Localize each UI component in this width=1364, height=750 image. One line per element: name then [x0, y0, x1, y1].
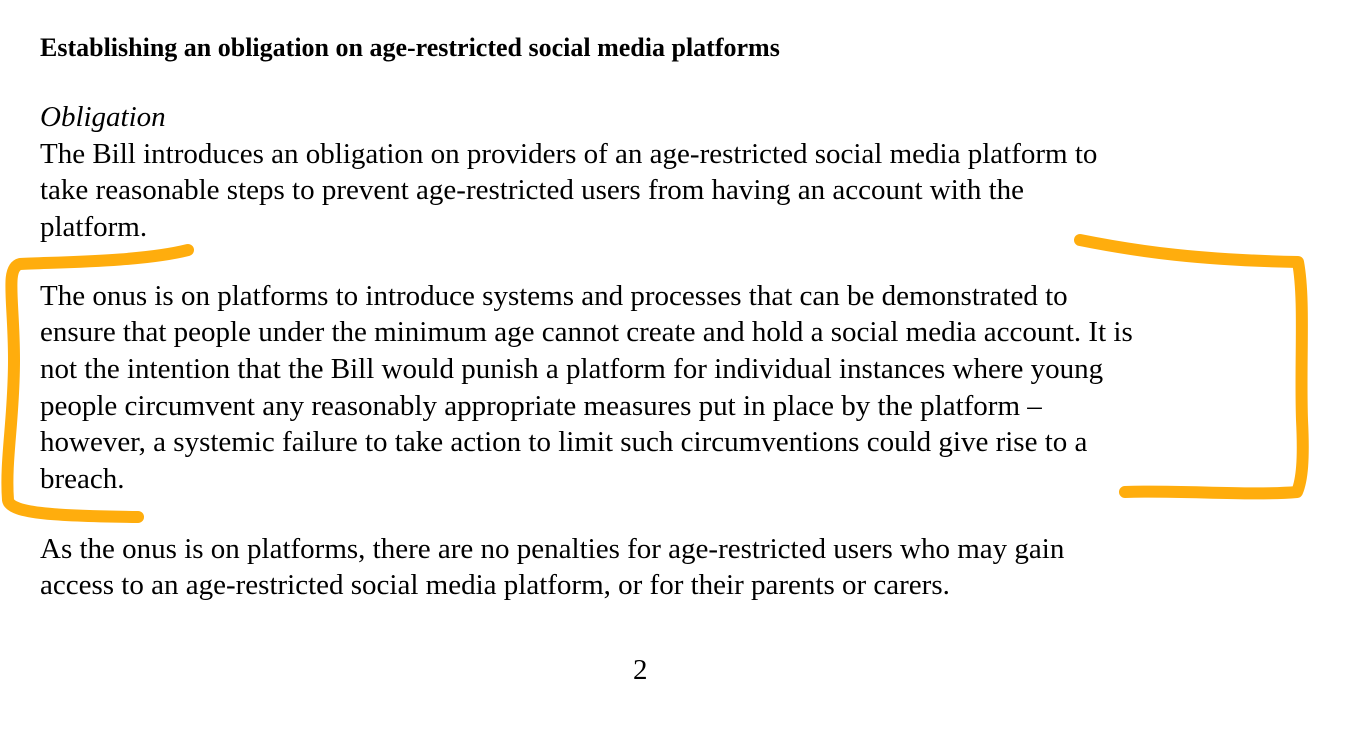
paragraph-line: ensure that people under the minimum age cannot create and hold a social media account. It is	[40, 316, 1133, 348]
paragraph-line: As the onus is on platforms, there are no penalties for age-restricted users who may gain	[40, 533, 1065, 565]
paragraph-line: however, a systemic failure to take action to limit such circumventions could give rise to a	[40, 426, 1088, 458]
paragraph-line: people circumvent any reasonably appropriate measures put in place by the platform –	[40, 390, 1042, 422]
paragraph-line: access to an age-restricted social media platform, or for their parents or carers.	[40, 569, 950, 601]
subsection-heading: Obligation	[40, 101, 166, 133]
page-number: 2	[633, 654, 648, 686]
paragraph-line: The Bill introduces an obligation on providers of an age-restricted social media platform to	[40, 138, 1098, 170]
paragraph-line: breach.	[40, 463, 125, 495]
paragraph-line: not the intention that the Bill would punish a platform for individual instances where young	[40, 353, 1104, 385]
paragraph-line: take reasonable steps to prevent age-restricted users from having an account with the	[40, 174, 1025, 206]
right-bracket-stroke	[1080, 240, 1303, 493]
section-heading: Establishing an obligation on age-restricted social media platforms	[40, 33, 780, 62]
paragraph-line: The onus is on platforms to introduce systems and processes that can be demonstrated to	[40, 280, 1068, 312]
paragraph-line: platform.	[40, 211, 148, 243]
